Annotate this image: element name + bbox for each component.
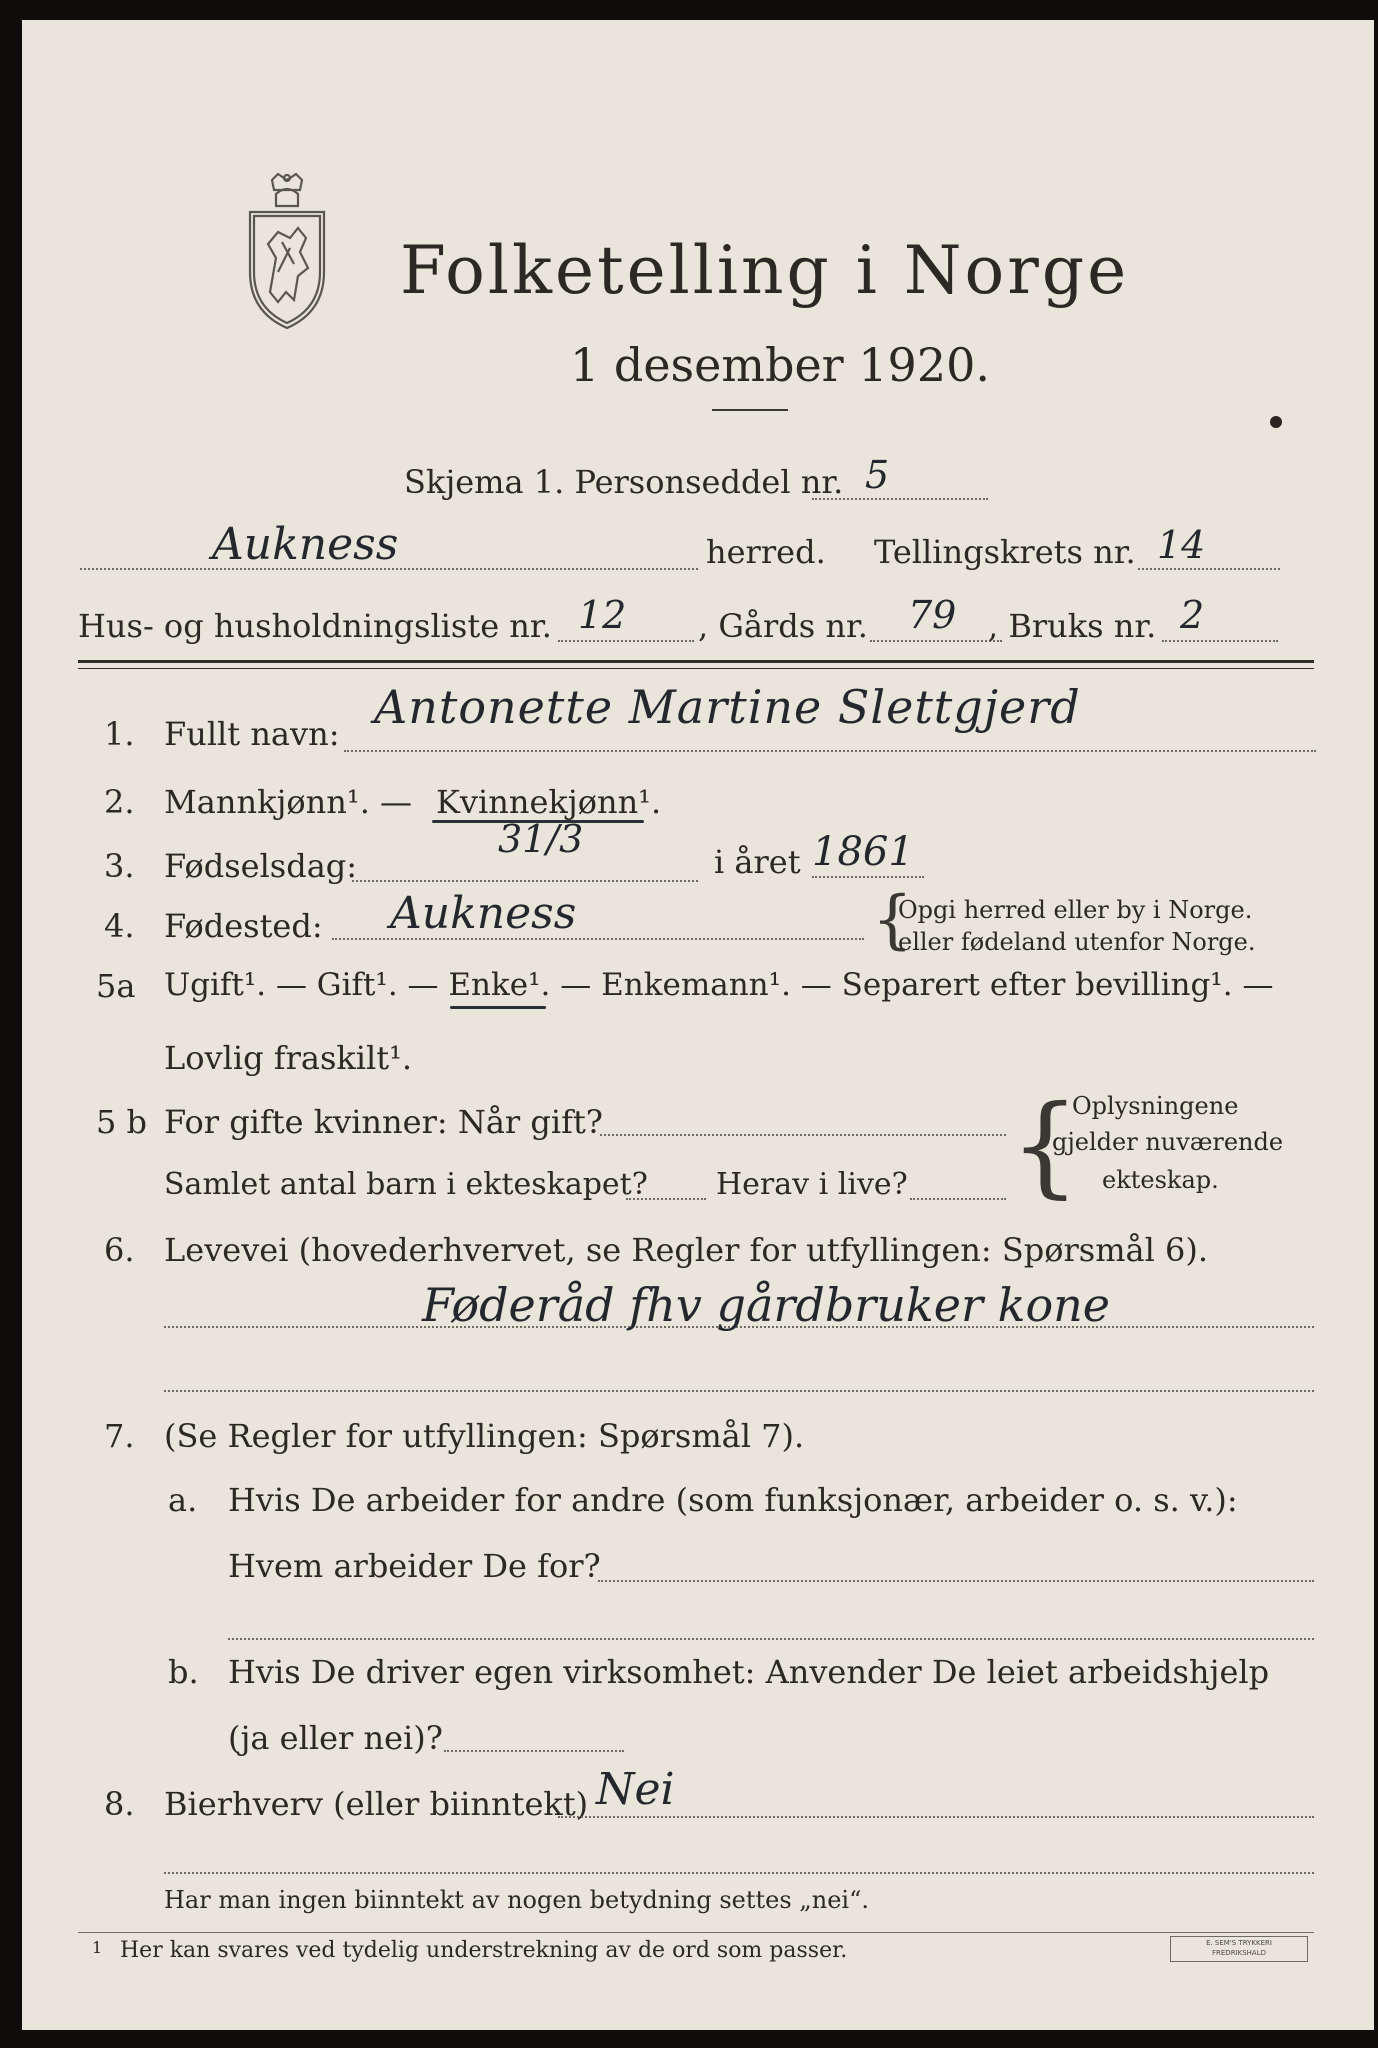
husholdningsliste-label: Hus- og husholdningsliste nr. — [78, 607, 552, 645]
q7b-text: Hvis De driver egen virksomhet: Anvender De leiet arbeidshjelp — [228, 1653, 1270, 1691]
printer-line-2: FREDRIKSHALD — [1211, 1949, 1266, 1957]
q7-label: (Se Regler for utfyllingen: Spørsmål 7). — [164, 1417, 805, 1455]
q7-number: 7. — [104, 1417, 135, 1455]
personseddel-nr-value: 5 — [865, 453, 890, 497]
footnote-text: Her kan svares ved tydelig understrekning av de ord som passer. — [120, 1938, 848, 1963]
q5b-label-2: Samlet antal barn i ekteskapet? — [164, 1167, 648, 1202]
biinntekt-note: Har man ingen biinntekt av nogen betydning settes „nei“. — [164, 1886, 869, 1914]
q7b-line — [444, 1750, 624, 1752]
q1-value: Antonette Martine Slettgjerd — [374, 680, 1081, 734]
q4-note-2: eller fødeland utenfor Norge. — [898, 928, 1256, 956]
q7b-question: (ja eller nei)? — [228, 1719, 443, 1757]
q4-value: Aukness — [390, 888, 577, 939]
q3-year-label: i året — [714, 843, 801, 881]
herred-value: Aukness — [212, 519, 399, 570]
herred-label: herred. — [706, 533, 826, 571]
q6-number: 6. — [104, 1231, 135, 1269]
q5a-line-1: Ugift¹. — Gift¹. — Enke¹. — Enkemann¹. — Separert efter bevilling¹. — — [164, 967, 1274, 1003]
q7a-line-1 — [598, 1580, 1314, 1582]
tellingskrets-line — [1138, 568, 1280, 570]
tellingskrets-value: 14 — [1157, 523, 1206, 567]
q7a-number: a. — [168, 1481, 198, 1519]
census-form — [22, 20, 1374, 2030]
q8-line-1 — [558, 1816, 1314, 1818]
ink-spot — [1270, 416, 1282, 428]
schema-label: Skjema 1. Personseddel nr. — [404, 463, 844, 501]
header-rule-thin — [78, 668, 1314, 669]
q1-label: Fullt navn: — [164, 715, 340, 753]
q3-line — [352, 880, 698, 882]
q8-label: Bierhverv (eller biinntekt) — [164, 1785, 589, 1823]
q6-value: Føderåd fhv gårdbruker kone — [422, 1278, 1111, 1332]
husholdningsliste-line — [558, 640, 694, 642]
q7a-line-2 — [228, 1638, 1314, 1640]
q4-brace: { — [872, 883, 913, 957]
q5b-nar-gift-line — [600, 1134, 1006, 1136]
gards-label: , Gårds nr. — [698, 607, 868, 645]
footer-rule — [78, 1932, 1314, 1933]
q5b-brace: { — [1010, 1081, 1080, 1209]
header-rule — [78, 660, 1314, 663]
q2-number: 2. — [104, 783, 135, 821]
q3-label: Fødselsdag: — [164, 847, 358, 885]
bruks-label: , Bruks nr. — [988, 607, 1157, 645]
bruks-value: 2 — [1180, 593, 1205, 637]
q5b-label-1: For gifte kvinner: Når gift? — [164, 1103, 603, 1141]
q5b-barn-line — [626, 1198, 706, 1200]
q5b-note-3: ekteskap. — [1102, 1166, 1219, 1194]
q5a-line-2: Lovlig fraskilt¹. — [164, 1039, 413, 1077]
q7b-number: b. — [168, 1653, 199, 1691]
q5a-selection-underline — [450, 1006, 546, 1009]
gards-value: 79 — [908, 593, 957, 637]
q6-line-2 — [164, 1390, 1314, 1392]
q4-label: Fødested: — [164, 907, 323, 945]
q8-value: Nei — [596, 1764, 675, 1815]
q6-label: Levevei (hovederhvervet, se Regler for utfyllingen: Spørsmål 6). — [164, 1231, 1209, 1269]
printer-stamp — [1170, 1936, 1308, 1962]
q5b-note-2: gjelder nuværende — [1052, 1128, 1284, 1156]
q1-line — [344, 750, 1316, 752]
q3-year-line — [812, 876, 924, 878]
footnote-mark: 1 — [92, 1938, 103, 1957]
printer-line-1: E. SEM'S TRYKKERI — [1206, 1939, 1272, 1947]
q7a-text: Hvis De arbeider for andre (som funksjonær, arbeider o. s. v.): — [228, 1481, 1238, 1519]
gards-line — [870, 640, 1002, 642]
q7a-question: Hvem arbeider De for? — [228, 1547, 601, 1585]
q1-number: 1. — [104, 715, 135, 753]
form-title: Folketelling i Norge — [400, 232, 1130, 309]
q5a-number: 5a — [96, 967, 136, 1005]
q8-line-2 — [164, 1872, 1314, 1874]
q2-kvinnekjonn: Kvinnekjønn¹. — [436, 783, 662, 821]
husholdningsliste-value: 12 — [578, 593, 627, 637]
q5b-number: 5 b — [96, 1103, 148, 1141]
q5b-note-1: Oplysningene — [1072, 1092, 1239, 1120]
bruks-line — [1162, 640, 1278, 642]
q8-number: 8. — [104, 1785, 135, 1823]
q2-mannkjonn: Mannkjønn¹. — — [164, 783, 413, 821]
q3-year-value: 1861 — [812, 829, 914, 875]
q5b-live-line — [910, 1198, 1006, 1200]
q3-value: 31/3 — [498, 817, 584, 861]
q3-number: 3. — [104, 847, 135, 885]
coat-of-arms-icon — [232, 172, 342, 330]
personseddel-line — [812, 498, 988, 500]
form-date: 1 desember 1920. — [570, 338, 990, 392]
q4-number: 4. — [104, 907, 135, 945]
tellingskrets-label: Tellingskrets nr. — [874, 533, 1136, 571]
q5b-label-3: Herav i live? — [716, 1167, 908, 1202]
title-divider — [712, 409, 788, 411]
q4-note-1: Opgi herred eller by i Norge. — [898, 896, 1253, 924]
